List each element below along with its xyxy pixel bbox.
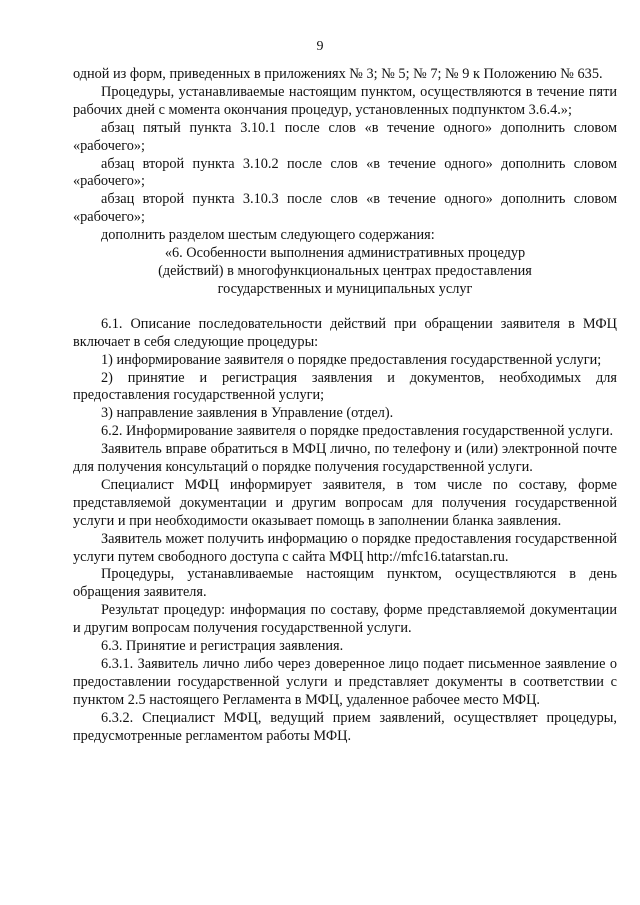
list-item: 2) принятие и регистрация заявления и документов, необходимых для предоставления государственной услуги; — [73, 369, 617, 404]
paragraph: 6.1. Описание последовательности действий при обращении заявителя в МФЦ включает в себя следующие процедуры: — [73, 315, 617, 350]
paragraph: Заявитель может получить информацию о порядке предоставления государственной услуги путем свободного доступа с сайта МФЦ http://mfc16.tatarstan.ru. — [73, 530, 617, 565]
paragraph: абзац второй пункта 3.10.2 после слов «в течение одного» дополнить словом «рабочего»; — [73, 155, 617, 190]
list-item: 3) направление заявления в Управление (отдел). — [101, 405, 394, 422]
paragraph: Заявитель вправе обратиться в МФЦ лично, по телефону и (или) электронной почте для получения консультаций о порядке получения государственной услуги. — [73, 441, 617, 476]
paragraph: Процедуры, устанавливаемые настоящим пунктом, осуществляются в течение пяти рабочих дней с момента окончания процедур, установленных подпунктом 3.6.4.»; — [73, 83, 617, 118]
paragraph: абзац пятый пункта 3.10.1 после слов «в течение одного» дополнить словом «рабочего»; — [73, 119, 617, 154]
paragraph: 6.3.2. Специалист МФЦ, ведущий прием заявлений, осуществляет процедуры, предусмотренные регламентом работы МФЦ. — [73, 709, 617, 744]
paragraph: 6.2. Информирование заявителя о порядке предоставления государственной услуги. — [101, 423, 614, 440]
section-heading-line: «6. Особенности выполнения административных процедур — [164, 245, 526, 262]
section-heading-line: (действий) в многофункциональных центрах предоставления — [158, 262, 532, 279]
paragraph: Специалист МФЦ информирует заявителя, в том числе по составу, форме представляемой документации и другим вопросам для получения государственной услуги и при необходимости оказывает помощь в заполнении бланка заявления. — [73, 476, 617, 529]
document-body — [73, 66, 617, 746]
paragraph: Процедуры, устанавливаемые настоящим пунктом, осуществляются в день обращения заявителя. — [73, 566, 617, 601]
list-item: 1) информирование заявителя о порядке предоставления государственной услуги; — [101, 351, 602, 368]
page-number: 9 — [316, 39, 324, 54]
paragraph: абзац второй пункта 3.10.3 после слов «в течение одного» дополнить словом «рабочего»; — [73, 191, 617, 226]
paragraph: Результат процедур: информация по составу, форме представляемой документации и другим вопросам получения государственной услуги. — [73, 602, 617, 637]
paragraph: 6.3. Принятие и регистрация заявления. — [101, 638, 344, 655]
paragraph: дополнить разделом шестым следующего содержания: — [101, 227, 435, 244]
spacer — [73, 299, 617, 316]
paragraph: 6.3.1. Заявитель лично либо через доверенное лицо подает письменное заявление о предоставлении государственной услуги и представляет документы в соответствии с пунктом 2.5 настоящего Регламента в МФЦ, удаленное рабочее место МФЦ. — [73, 656, 617, 708]
paragraph: одной из форм, приведенных в приложениях № 3; № 5; № 7; № 9 к Положению № 635. — [73, 66, 603, 82]
section-heading-line: государственных и муниципальных услуг — [217, 280, 473, 297]
